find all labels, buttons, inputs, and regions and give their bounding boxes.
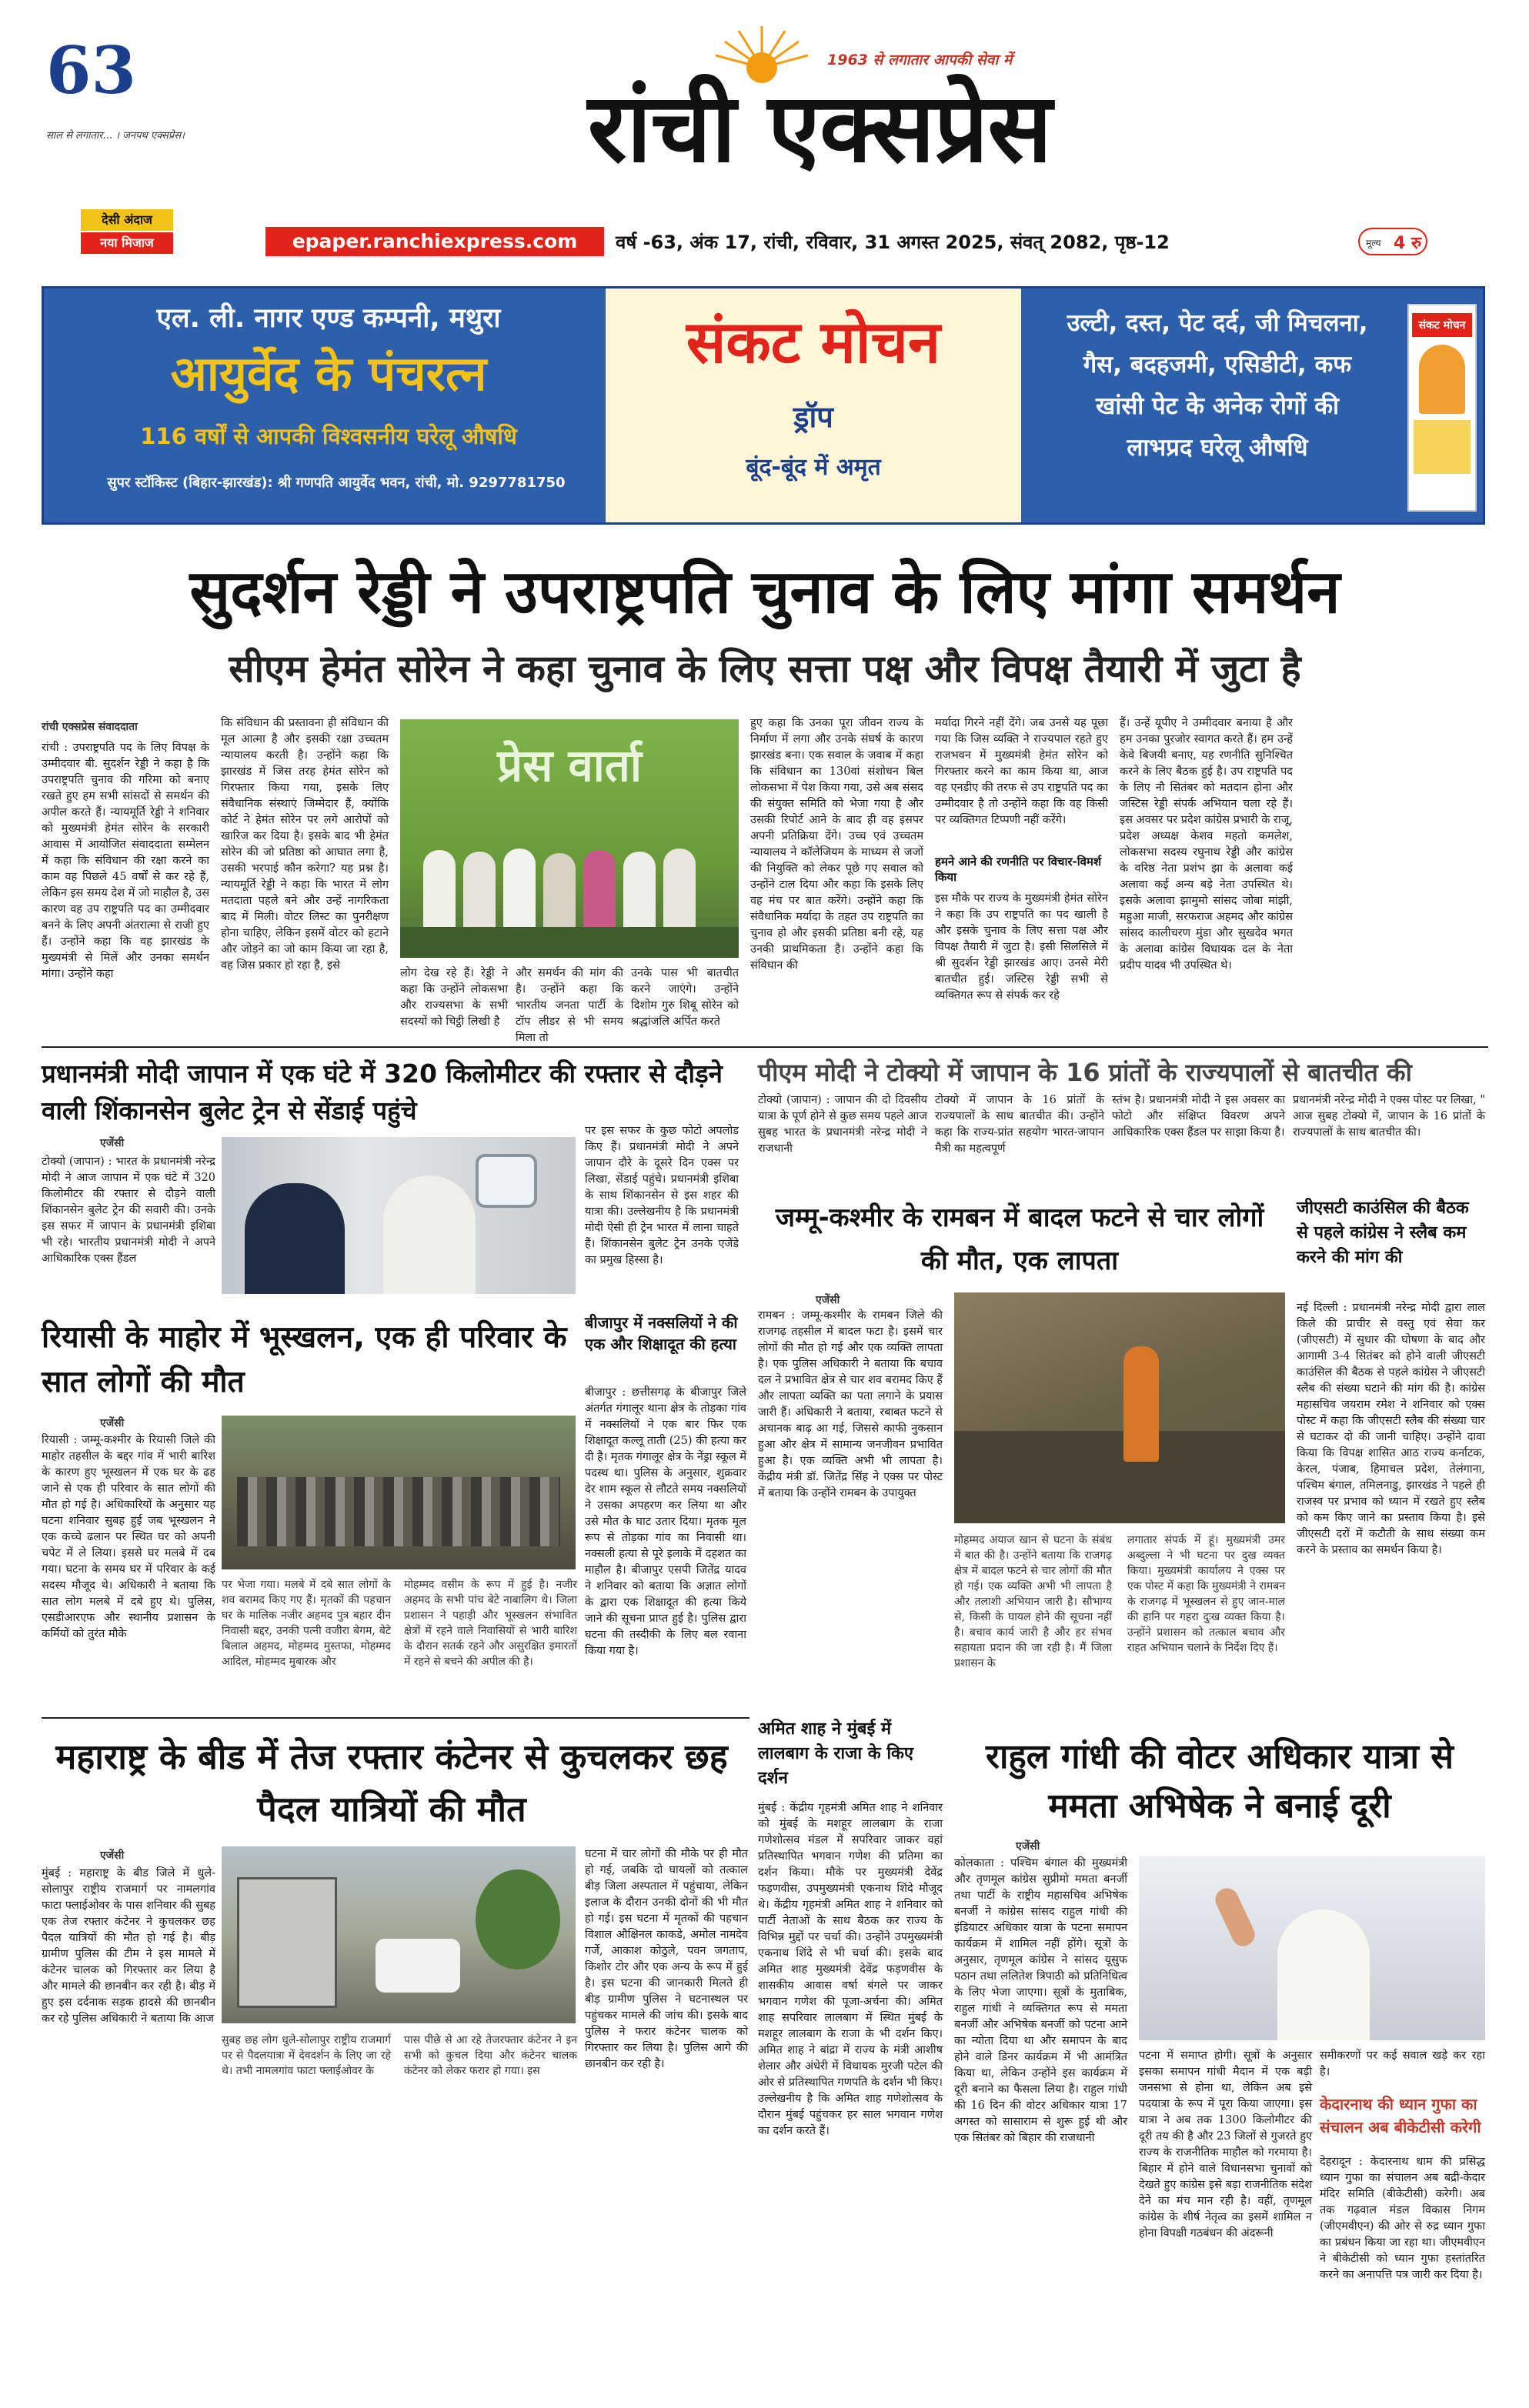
lead-under-photo-3: उनके पास भी बातचीत करने जाएंगे। उन्होंने दिशोम गुरु शिबू सोरेन को श्रद्धांजलि अर्पित करते bbox=[631, 967, 739, 1028]
beed-text-2: घटना में चार लोगों की मौके पर ही मौत हो गई, जबकि दो घायलों को तत्काल बीड़ जिला अस्पताल में पहुंचाया, लेकिन इलाज के दौरान उनकी दोनों की भी मौत हो गई। इस घटना में मृतकों की पहचान विशाल औक्षिनल काकडे, अमोल नामदेव गर्जे, आकाश कोठुले, पवन जगताप, किशोर टोर और एक अन्य के रूप में हुई है। इस घटना की जानकारी मिलते ही बीड़ ग्रामीण पुलिस ने घटनास्थल पर पहुंचकर मामले की जांच की। इसके बाद पुलिस ने फरार कंटेनर चालक को गिरफ्तार कर लिया है। पुलिस आगे की छानबीन कर रही है। bbox=[585, 1848, 748, 2070]
bullet-train-headline: प्रधानमंत्री मोदी जापान में एक घंटे में 320 किलोमीटर की रफ्तार से दौड़ने वाली शिंकानसेन बुलेट ट्रेन से सेंडाई पहुंचे bbox=[42, 1059, 723, 1126]
ad-headline: आयुर्वेद के पंचरत्न bbox=[170, 345, 487, 402]
reasi-byline: एजेंसी bbox=[100, 1417, 125, 1429]
price-tag bbox=[1358, 228, 1427, 255]
lead-subhead: सीएम हेमंत सोरेन ने कहा चुनाव के लिए सत्ता पक्ष और विपक्ष तैयारी में जुटा है bbox=[229, 647, 1301, 691]
product-box-image bbox=[1407, 304, 1477, 512]
ad-product-name: संकट मोचन bbox=[686, 308, 941, 376]
train-window bbox=[476, 1154, 537, 1208]
beed-text: मुंबई : महाराष्ट्र के बीड जिले में धुले-सोलापुर राष्ट्रीय राजमार्ग पर नामलगांव फाटा फ्लाईओवर के पास शनिवार की सुबह एक तेज रफ्तार कंटेनर ने कुचलकर छह पैदल यात्रियों की मौत हो गई है। बीड़ ग्रामीण पुलिस की टीम ने इस मामले में कंटेनर चालक को गिरफ्तार कर लिया है और मामले की छानबीन कर रही है। बीड़ में हुए इस दर्दनाक सड़क हादसे की छानबीन कर रहे पुलिस अधिकारी ने बताया कि आज bbox=[42, 1867, 215, 2025]
gst-text: नई दिल्ली : प्रधानमंत्री नरेन्द्र मोदी द्वारा लाल किले की प्राचीर से वस्तु एवं सेवा कर (जीएसटी) में सुधार की घोषणा के बाद और आगामी 3-4 सितंबर को होने वाली जीएसटी काउंसिल की बैठक से पहले कांग्रेस ने जीएसटी स्लैब की संख्या घटाने की मांग की है। कांग्रेस महासचिव जयराम रमेश ने शनिवार को एक्स पोस्ट में कहा कि जीएसटी स्लैब की संख्या चार से घटाकर दो की जानी चाहिए। उन्होंने दावा किया कि विपक्ष शासित आठ राज्य कर्नाटक, केरल, पंजाब, हिमाचल प्रदेश, तेलंगाना, पश्चिम बंगाल, तमिलनाडु, झारखंड ने पहले ही राजस्व पर प्रभाव को ध्यान में रखते हुए स्लैब को कम किए जाने का प्रस्ताव किया है। इसे जीएसटी दरों में कटौती के साथ संख्या कम करने के प्रस्ताव का समर्थन किया है। bbox=[1297, 1302, 1485, 1556]
passenger-right bbox=[383, 1176, 476, 1294]
bijapur-headline: बीजापुर में नक्सलियों ने की एक और शिक्षादूत की हत्या bbox=[585, 1313, 738, 1353]
speaker bbox=[1277, 1909, 1370, 2040]
ramban-caption-1: मोहम्मद अयाज खान से घटना के संबंध में बात की है। उन्होंने बताया कि राजगढ़ क्षेत्र में बादल फटने से चार लोगों की मौत हो गई। एक व्यक्ति अभी भी लापता है और तलाशी अभियान जारी है। सौभाग्य से, किसी के घायल होने की सूचना नहीं है। बचाव कार्य जारी है और हर संभव सहायता प्रदान की जा रही है। मैं जिला प्रशासन के bbox=[954, 1534, 1112, 1669]
divider bbox=[42, 1046, 1488, 1048]
kedarnath-text: देहरादून : केदारनाथ धाम की प्रसिद्ध ध्यान गुफा का संचालन अब बद्री-केदार मंदिर समिति (बीकेटीसी) करेगी। अब तक गढ़वाल मंडल विकास निगम (जीएमवीएन) की ओर से रुद्र ध्यान गुफा का प्रबंधन किया जा रहा था। जीएमवीएन ने बीकेटीसी को ध्यान गुफा हस्तांतरित करने का अनापत्ति पत्र जारी कर दिया है। bbox=[1320, 2156, 1485, 2281]
product-box-label: संकट मोचन bbox=[1412, 313, 1472, 337]
lead-col-5: मर्यादा गिरने नहीं देंगे। जब उनसे यह पूछा गया कि जिस व्यक्ति ने राज्यपाल रहते हुए राजभवन में मुख्यमंत्री हेमंत सोरेन को गिरफ्तार करने का काम किया था, आज वह एनडीए की तरफ से उप राष्ट्रपति पद का उम्मीदवार है तो उन्होंने कहा कि वह किसी पर व्यक्तिगत टिप्पणी नहीं करेंगे। bbox=[935, 717, 1108, 826]
lead-headline: सुदर्शन रेड्डी ने उपराष्ट्रपति चुनाव के लिए मांगा समर्थन bbox=[189, 558, 1340, 627]
reasi-text-1: रियासी : जम्मू-कश्मीर के रियासी जिले की माहोर तहसील के बद्दर गांव में भारी बारिश के कारण हुए भूस्खलन में एक घर के ढह जाने से एक ही परिवार के सात लोगों की मौत हो गई है। अधिकारियों के अनुसार यह घटना शनिवार सुबह हुई जब भूस्खलन ने एक कच्चे ढलान पर स्थित घर को अपनी चपेट में ले लिया। इससे घर मलबे में दब गया। घटना के समय घर में परिवार के कई सदस्य मौजूद थे। अधिकारी ने बताया कि सात लोग मलबे में दबे हुए थे। पुलिस, एसडीआरएफ और स्थानीय प्रशासन के कर्मियों को तुरंत मौके bbox=[42, 1434, 215, 1640]
bullet-train-photo bbox=[222, 1137, 576, 1294]
ad-banner[interactable] bbox=[42, 286, 1485, 525]
people-row bbox=[416, 835, 723, 927]
newspaper-title: रांची एक्सप्रेस bbox=[587, 73, 1052, 184]
rahul-headline: राहुल गांधी की वोटर अधिकार यात्रा से ममता अभिषेक ने बनाई दूरी bbox=[986, 1737, 1454, 1826]
passenger-left bbox=[245, 1183, 345, 1294]
rahul-text-2: पटना में समाप्त होगी। सूत्रों के अनुसार इसका समापन गांधी मैदान में एक बड़ी जनसभा से होना था, लेकिन अब इसे पदयात्रा के रूप में पूरा किया जाएगा। इस यात्रा ने अब तक 1300 किलोमीटर की दूरी तय की है और 23 जिलों से गुजरते हुए राज्य के राजनीतिक माहौल को गरमाया है। बिहार में होने वाले विधानसभा चुनावों को देखते हुए कांग्रेस इसे बड़ा राजनीतिक संदेश देने का मंच मान रही है। वहीं, तृणमूल कांग्रेस के शीर्ष नेतृत्व का इसमें शामिल न होना विपक्षी गठबंधन की अंदरूनी bbox=[1139, 2049, 1312, 2240]
kedarnath-headline: केदारनाथ की ध्यान गुफा का संचालन अब बीकेटीसी करेगी bbox=[1320, 2095, 1481, 2136]
ad-years: 116 वर्षों से आपकी विश्वसनीय घरेलू औषधि bbox=[140, 423, 517, 449]
tokyo-col-4: प्रधानमंत्री नरेन्द्र मोदी ने एक्स पोस्ट पर लिखा, " आज सुबह टोक्यो में, जापान के 16 प्रांतों के राज्यपालों के साथ बातचीत की। bbox=[1293, 1094, 1485, 1139]
bullet-train-text-2: पर इस सफर के कुछ फोटो अपलोड किए हैं। प्रधानमंत्री मोदी ने अपने जापान दौरे के दूसरे दिन एक्स पर लिखा, सेंडाई पहुंचे। प्रधानमंत्री इशिबा के साथ शिंकानसेन से इस शहर की यात्रा की। उल्लेखनीय है कि प्रधानमंत्री मोदी ऐसी ही ट्रेन भारत में लाना चाहते हैं। शिंकानसेन बुलेट ट्रेन उनके एजेंडे का प्रमुख हिस्सा है। bbox=[585, 1125, 739, 1266]
tokyo-col-2: टोक्यो में जापान के 16 प्रांतों के राज्यपालों के साथ बातचीत की। उन्होंने कहा कि राज्य-प्रांत सहयोग भारत-जापान मैत्री का महत्वपूर्ण bbox=[935, 1094, 1104, 1155]
press-conference-photo bbox=[400, 719, 739, 958]
since-line: 1963 से लगातार आपकी सेवा में bbox=[827, 52, 1013, 68]
gst-headline: जीएसटी काउंसिल की बैठक से पहले कांग्रेस ने स्लैब कम करने की मांग की bbox=[1297, 1199, 1469, 1267]
crowd bbox=[237, 1477, 560, 1546]
tagline: साल से लगातार... । जनपथ एक्सप्रेस। bbox=[46, 130, 185, 142]
deity-image bbox=[1419, 345, 1465, 414]
bullet-train-text-1: टोक्यो (जापान) : भारत के प्रधानमंत्री नरेन्द्र मोदी ने आज जापान में एक घंटे में 320 किलोमीटर की रफ्तार से दौड़ने वाली शिंकानसेन बुलेट ट्रेन की सवारी की। उनके इस सफर में जापान के प्रधानमंत्री इशिबा भी रहे। भारतीय प्रधानमंत्री मोदी ने अपने आधिकारिक एक्स हैंडल bbox=[42, 1156, 215, 1265]
amit-shah-headline: अमित शाह ने मुंबई में लालबाग के राजा के किए दर्शन bbox=[758, 1719, 914, 1788]
ad-symptoms-line-1: उल्टी, दस्त, पेट दर्द, जी मिचलना, bbox=[1067, 309, 1368, 337]
ad-symptoms-line-4: लाभप्रद घरेलू औषधि bbox=[1127, 434, 1308, 462]
ramban-text: रामबन : जम्मू-कश्मीर के रामबन जिले की राजगढ़ तहसील में बादल फटा है। इसमें चार लोगों की मौत हो गई और एक व्यक्ति लापता है। एक पुलिस अधिकारी ने बताया कि बचाव दल ने प्रभावित क्षेत्र से चार शव बरामद किए हैं और लापता व्यक्ति का पता लगाने के प्रयास जारी हैं। अधिकारी ने बताया, रबाबत फटने से अचानक बाढ़ आ गई, जिससे काफी नुकसान हुआ और क्षेत्र में सामान्य जनजीवन प्रभावित हुआ है। एक व्यक्ति अभी भी लापता है। केंद्रीय मंत्री डॉ. जितेंद्र सिंह ने एक्स पर पोस्ट में बताया कि उन्होंने रामबन के उपायुक्त bbox=[758, 1309, 943, 1499]
price-value: 4 रु bbox=[1394, 234, 1422, 253]
ad-product-panel bbox=[606, 288, 1021, 522]
badge-top: देसी अंदाज bbox=[81, 209, 173, 231]
truck bbox=[237, 1877, 337, 2008]
reasi-text-3: मोहम्मद वसीम के रूप में हुई है। नजीर अहमद के सभी पांच बेटे नाबालिग थे। जिला प्रशासन ने पहाड़ी और भूस्खलन संभावित क्षेत्रों में रहने वाले निवासियों से भारी बारिश के दौरान सतर्क रहने और असुरक्षित इमारतों में रहने से बचने की अपील की है। bbox=[404, 1579, 577, 1668]
lead-col-4: हुए कहा कि उनका पूरा जीवन राज्य के निर्माण में लगा और उनके संघर्ष के कारण झारखंड बना। एक सवाल के जवाब में कहा कि संविधान का 130वां संशोधन बिल लोकसभा में पेश किया गया, उसे अब संसद की संयुक्त समिति को भेजा गया है और उसकी रिपोर्ट आने के बाद ही वह इसपर अपनी प्रतिक्रिया देंगे। उच्च एवं उच्चतम न्यायालय ने कॉलेजियम के माध्यम से जजों की नियुक्ति को लेकर पूछे गए सवाल को उन्होंने टाल दिया और कहा कि इसके लिए वह मंच पर बात करेंगे। उन्होंने कहा कि संवैधानिक मर्यादा के तहत उप राष्ट्रपति का चुनाव हो और इसकी प्रतिष्ठा बनी रहे, यह उनकी प्राथमिकता है। उन्होंने कहा कि संविधान की bbox=[750, 717, 923, 972]
ramban-headline: जम्मू-कश्मीर के रामबन में बादल फटने से चार लोगों की मौत, एक लापता bbox=[775, 1202, 1264, 1276]
tokyo-col-1: टोक्यो (जापान) : जापान की दो दिवसीय यात्रा के पूर्ण होने से कुछ समय पहले आज सुबह भारत के प्रधानमंत्री नरेन्द्र मोदी ने राजधानी bbox=[758, 1094, 927, 1155]
lead-col-5b: इस मौके पर राज्य के मुख्यमंत्री हेमंत सोरेन ने कहा कि उप राष्ट्रपति का पद खाली है और इसके चुनाव के लिए सत्ता पक्ष और विपक्ष तैयारी में जुटा है। इसी सिलसिले में श्री सुदर्शन रेड्डी झारखंड आए। उनसे मेरी बातचीत हुई। जस्टिस रेड्डी सभी से व्यक्तिगत रूप से संपर्क कर रहे bbox=[935, 892, 1108, 1002]
divider bbox=[42, 1717, 749, 1719]
mamata-photo bbox=[1139, 1856, 1485, 2040]
rahul-byline: एजेंसी bbox=[1016, 1840, 1040, 1853]
issue-line: वर्ष -63, अंक 17, रांची, रविवार, 31 अगस्त 2025, संवत् 2082, पृष्ठ-12 bbox=[616, 232, 1170, 253]
lead-col-5-subhead: हमने आने की रणनीति पर विचार-विमर्श किया bbox=[935, 855, 1102, 884]
reasi-headline: रियासी के माहोर में भूस्खलन, एक ही परिवार के सात लोगों की मौत bbox=[42, 1320, 567, 1399]
tokyo-headline: पीएम मोदी ने टोक्यो में जापान के 16 प्रांतों के राज्यपालों से बातचीत की bbox=[758, 1058, 1412, 1087]
website-link[interactable]: epaper.ranchiexpress.com bbox=[265, 227, 604, 256]
lead-col-6: हैं। उन्हें यूपीए ने उम्मीदवार बनाया है और हम उनका पुरजोर स्वागत करते हैं। हम उन्हें केवे बिजयी बनाए, यह रणनीति सुनिश्चित करने के लिए बैठक हुई है। उप राष्ट्रपति पद के लिए नौ सितंबर को मतदान होना और जस्टिस रेड्डी संपर्क अभियान चला रहे हैं। इस अवसर पर प्रदेश कांग्रेस प्रभारी के राजू, प्रदेश अध्यक्ष केशव महतो कमलेश, लोकसभा सदस्य रघुनाथ रेड्डी और कांग्रेस के वरिष्ठ नेता प्रशंभ झा के अलावा कई अलावा कई अन्य बड़े नेता उपस्थित थे। इसके अलावा झामुमो सांसद जोबा मांझी, महुआ माजी, सरफराज अहमद और कांग्रेस सांसद कालीचरण मुंडा और सुखदेव भगत के अलावा कांग्रेस विधायक दल के नेता प्रदीप यादव भी उपस्थित थे। bbox=[1120, 717, 1293, 972]
masthead bbox=[0, 0, 1529, 265]
beed-caption-1: सुबह छह लोग धुले-सोलापुर राष्ट्रीय राजमार्ग पर से पैदलयात्रा में देवदर्शन के लिए जा रहे थे। तभी नामलगांव फाटा फ्लाईओवर के bbox=[222, 2034, 391, 2077]
bijapur-text: बीजापुर : छत्तीसगढ़ के बीजापुर जिले अंतर्गत गंगालूर थाना क्षेत्र के तोड़का गांव में नक्सलियों ने एक बार फिर एक शिक्षादूत कल्लू ताती (25) की हत्या कर दी है। मृतक गंगालूर क्षेत्र के नेंड्रा स्कूल में पदस्थ था। पुलिस के अनुसार, शुक्रवार देर शाम स्कूल से लौटते समय नक्सलियों ने उसका अपहरण कर लिया था और उसे मौत के घाट उतार दिया। मृतक मूल रूप से तोड़का गांव का निवासी था। नक्सली हत्या से पूरे इलाके में दहशत का माहौल है। बीजापुर एसपी जितेंद्र यादव ने शनिवार को बताया कि अज्ञात लोगों के द्वारा एक शिक्षादूत की हत्या किये जाने की सूचना प्राप्त हुई है। पुलिस द्वारा घटना की तस्दीकी के लिए बल रवाना किया गया है। bbox=[585, 1386, 746, 1657]
rahul-text: कोलकाता : पश्चिम बंगाल की मुख्यमंत्री और तृणमूल कांग्रेस सुप्रीमो ममता बनर्जी तथा पार्टी के राष्ट्रीय महासचिव अभिषेक बनर्जी ने कांग्रेस सांसद राहुल गांधी की इंडियाटर अधिकार यात्रा के पटना समापन कार्यक्रम में शामिल नहीं होंगे। सूत्रों के अनुसार, तृणमूल कांग्रेस ने सांसद यूसुफ पठान तथा ललितेश त्रिपाठी को प्रतिनिधित्व के लिए भेजा जाएगा। सूत्रों के मुताबिक, राहुल गांधी ने व्यक्तिगत रूप से ममता बनर्जी और अभिषेक बनर्जी को पटना आने का न्योता दिया था और समापन के बाद होने वाले डिनर कार्यक्रम में भी आमंत्रित किया था, लेकिन उन्होंने इस कार्यक्रम में दूरी बनाने का फैसला लिया है। राहुल गांधी की 16 दिन की वोटर अधिकार यात्रा 17 अगस्त को सासाराम से शुरू हुई थी और एक सितंबर को बिहार की राजधानी bbox=[954, 1857, 1127, 2144]
amit-shah-text: मुंबई : केंद्रीय गृहमंत्री अमित शाह ने शनिवार को मुंबई के मशहूर लालबाग के राजा गणेशोत्सव मंडल में सपरिवार जाकर वहां प्रतिस्थापित भगवान गणेश की प्रतिमा का दर्शन किया। मौके पर मुख्यमंत्री देवेंद्र फड़णवीस, उपमुख्यमंत्री एकनाथ शिंदे मौजूद थे। केंद्रीय गृहमंत्री अमित शाह ने शनिवार को पार्टी नेताओं के साथ बैठक कर राज्य के विभिन्न मुद्दों पर चर्चा की। उन्होंने उपमुख्यमंत्री एकनाथ शिंदे से भी चर्चा की। इसके बाद अमित शाह मुख्यमंत्री देवेंद्र फड़णवीस के शासकीय आवास वर्षा बंगले पर जाकर भगवान गणेश की पूजा-अर्चना की। अमित शाह सपरिवार लालबाग में स्थित मुंबई के मशहूर लालबाग के राजा के भी दर्शन किए। अमित शाह ने बांद्रा में राज्य के मंत्री आशीष शेलार और अंधेरी में विधायक मुरजी पटेल की ओर से प्रतिस्थापित गणपति के दर्शन भी किए। उल्लेखनीय है कि अमित शाह गणेशोत्सव के दौरान मुंबई पहुंचकर हर साल भगवान गणेश का दर्शन करते हैं। bbox=[758, 1802, 943, 2137]
rahul-text-3: समीकरणों पर कई सवाल खड़े कर रहा है। bbox=[1320, 2049, 1485, 2078]
lead-col-1: रांची : उपराष्ट्रपति पद के लिए विपक्ष के उम्मीदवार बी. सुदर्शन रेड्डी ने कहा है कि उपराष्ट्रपति चुनाव की गरिमा को बनाए रखते हुए हम सभी सांसदों से समर्थन की अपील करते हैं। न्यायमूर्ति रेड्डी ने शनिवार को मुख्यमंत्री हेमंत सोरेन के सरकारी आवास में आयोजित संवाददाता सम्मेलन में कहा कि संविधान की रक्षा करने का काम वह पिछले 45 वर्षों से कर रहे हैं, लेकिन इस समय देश में जो माहौल है, उस कारण वह उप राष्ट्रपति पद का उम्मीदवार बनने के लिए अपनी अंतरात्मा से राजी हुए हैं। उन्होंने कहा कि वह झारखंड के मुख्यमंत्री से मिलें और उनका समर्थन मांगा। उन्होंने कहा bbox=[42, 742, 209, 980]
sun-emblem-icon bbox=[708, 25, 816, 71]
price-label: मूल्य bbox=[1366, 238, 1381, 248]
ramban-byline: एजेंसी bbox=[816, 1294, 840, 1306]
badge-bottom: नया मिजाज bbox=[81, 232, 173, 254]
ad-symptoms bbox=[1037, 302, 1398, 469]
ad-symptoms-line-3: खांसी पेट के अनेक रोगों की bbox=[1095, 392, 1340, 420]
debris bbox=[954, 1431, 1285, 1523]
tokyo-col-3: स्तंभ है। प्रधानमंत्री मोदी ने इस अवसर का फोटो और संक्षिप्त विवरण अपने आधिकारिक एक्स हैंडल पर साझा किया है। bbox=[1112, 1094, 1285, 1139]
reasi-text-2: पर भेजा गया। मलबे में दबे सात लोगों के शव बरामद किए गए हैं। मृतकों की पहचान घर के मालिक नजीर अहमद पुत्र बहार दीन निवासी बद्दर, उनकी पत्नी वजीरा बेगम, बेटे बिलाल अहमद, मोहम्मद मुस्तफा, मोहम्मद आदिल, मोहम्मद मुबारक और bbox=[222, 1579, 391, 1668]
ad-drop: ड्रॉप bbox=[793, 400, 833, 434]
beed-accident-photo bbox=[222, 1846, 576, 2023]
ad-symptoms-line-2: गैस, बदहजमी, एसिडीटी, कफ bbox=[1083, 351, 1352, 379]
ad-slogan: बूंद-बूंद में अमृत bbox=[746, 454, 881, 481]
tree bbox=[476, 1869, 560, 1969]
issue-number: 63 bbox=[46, 32, 136, 108]
ramban-caption-2: लगातार संपर्क में हूं। मुख्यमंत्री उमर अब्दुल्ला ने भी घटना पर दुख व्यक्त किया। मुख्यमंत्री कार्यालय ने एक्स पर एक पोस्ट में कहा कि मुख्यमंत्री ने रामबन के राजगढ़ में भूस्खलन से हुए जान-माल की हानि पर गहरा दुःख व्यक्त किया है। उन्होंने प्रशासन को तत्काल बचाव और राहत अभियान चलाने के निर्देश दिए हैं। bbox=[1127, 1534, 1285, 1654]
lead-under-photo-1: लोग देख रहे हैं। रेड्डी ने कहा कि उन्होंने लोकसभा और राज्यसभा के सभी सदस्यों को चिट्ठी लिखी है bbox=[400, 967, 508, 1028]
car bbox=[376, 1939, 460, 1993]
reasi-photo bbox=[222, 1416, 576, 1569]
ad-company: एल. ली. नागर एण्ड कम्पनी, मथुरा bbox=[156, 303, 501, 334]
box-text-block bbox=[1414, 420, 1471, 474]
ramban-photo bbox=[954, 1292, 1285, 1523]
beed-byline: एजेंसी bbox=[100, 1849, 125, 1862]
ad-stockist: सुपर स्टॉकिस्ट (बिहार-झारखंड): श्री गणपति आयुर्वेद भवन, रांची, मो. 9297781750 bbox=[107, 475, 566, 491]
lead-col-2: कि संविधान की प्रस्तावना ही संविधान की मूल आत्मा है और इसकी रक्षा उच्चतम न्यायालय करती है। उन्होंने कहा कि झारखंड में जिस तरह हेमंत सोरेन को गिरफ्तार किया गया, इसके लिए संवैधानिक संस्थाएं जिम्मेदार हैं, क्योंकि कोर्ट ने हेमंत सोरेन पर लगे आरोपों को खारिज कर दिया है। इसके बाद भी हेमंत सोरेन की जो प्रतिष्ठा को आघात लगा है, उसकी भरपाई कौन करेगा? यह प्रश्न है। न्यायमूर्ति रेड्डी ने कहा कि भारत में लोग मतदाता पहले बने और उन्हें नागरिकता बाद में मिली। वोटर लिस्ट का पुनरीक्षण होना चाहिए, लेकिन इसमें वोटर को हटाने और जोड़ने का जो काम किया जा रहा है, वह जिस प्रकार हो रहा है, इसे bbox=[221, 717, 389, 972]
beed-headline: महाराष्ट्र के बीड में तेज रफ्तार कंटेनर से कुचलकर छह पैदल यात्रियों की मौत bbox=[55, 1736, 728, 1829]
beed-caption-2: पास पीछे से आ रहे तेजरफ्तार कंटेनर ने इन सभी को कुचल दिया और कंटेनर चालक कंटेनर को लेकर फरार हो गया। इस bbox=[404, 2034, 577, 2077]
photo-banner: प्रेस वार्ता bbox=[497, 739, 642, 792]
lead-byline: रांची एक्सप्रेस संवाददाता bbox=[42, 721, 138, 733]
bullet-train-byline: एजेंसी bbox=[100, 1137, 125, 1149]
lead-under-photo-2: और समर्थन की मांग की है। उन्होंने कहा कि भारतीय जनता पार्टी के टॉप लीडर से भी समय मिला तो bbox=[516, 967, 623, 1044]
rescue-worker bbox=[1123, 1346, 1159, 1462]
